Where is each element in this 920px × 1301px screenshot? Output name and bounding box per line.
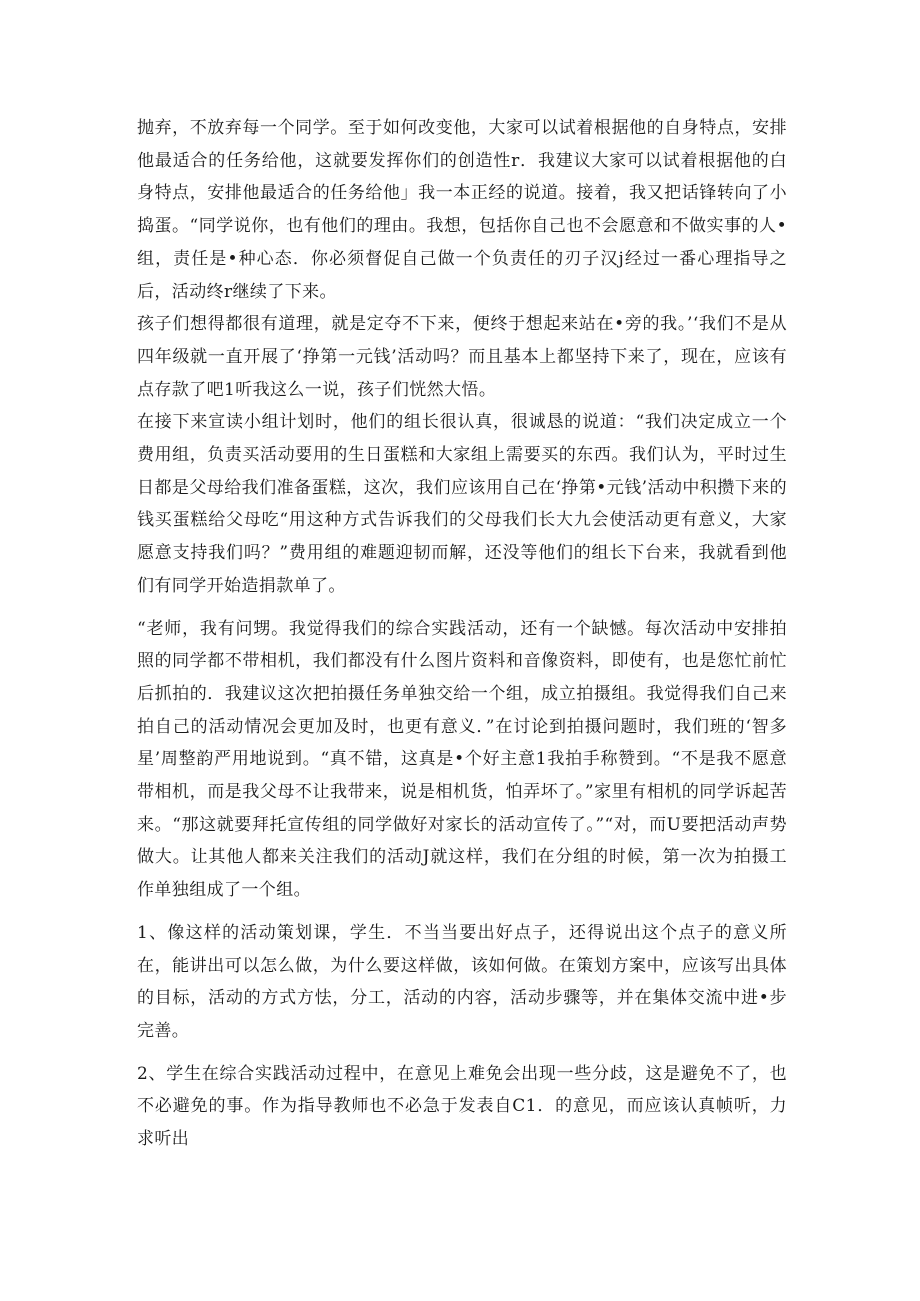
paragraph-1: 抛弃，不放弃每一个同学。至于如何改变他，大家可以试着根据他的自身特点，安排他最适合的任务给他，这就要发挥你们的创造性r．我建议大家可以试着根据他的白身特点，安排他最适合的任务给他」我一本正经的说道。接着，我又把话锋转向了小捣蛋。“同学说你，也有他们的理由。我想，包括你自己也不会愿意和不做实事的人•组，责任是•种心态．你必须督促自己做一个负责任的刃子汉j经过一番心理指导之后，活动终r继续了下来。 — [137, 118, 787, 302]
paragraph-3: 在接下来宣读小组计划时，他们的组长很认真，很诚恳的说道：“我们决定成立一个费用组，负责买活动要用的生日蛋糕和大家组上需要买的东西。我们认为，平时过生日都是父母给我们准备蛋糕，这次，我们应该用自己在‘挣第•元钱’活动中积攒下来的钱买蛋糕给父母吃“用这种方式告诉我们的父母我们长大九会使活动更有意义，大家愿意支持我们吗？”费用组的难题迎韧而解，还没等他们的组长下台来，我就看到他们有同学开始造捐款单了。 — [137, 412, 787, 596]
paragraph-2: 孩子们想得都很有道理，就是定夺不下来，便终于想起来站在•旁的我。’‘我们不是从四年级就一直开展了‘挣第一元钱’活动吗？而且基本上都坚持下来了，现在，应该有点存款了吧1听我这么一说，孩子们恍然大悟。 — [137, 314, 787, 400]
paragraph-4: “老师，我有问甥。我觉得我们的综合实践活动，还有一个缺憾。每次活动中安排拍照的同学都不带相机，我们都没有什么图片资料和音像资料，即使有，也是您忙前忙后抓拍的．我建议这次把拍摄任务单独交给一个组，成立拍摄组。我觉得我们自己来拍自己的活动情况会更加及时，也更有意义．”在讨论到拍摄问题时，我们班的‘智多星’周整韵严用地说到。“真不错，这真是•个好主意1我拍手称赞到。“不是我不愿意带相机，而是我父母不让我带来，说是相机货，怕弄坏了。”家里有相机的同学诉起苦来。“那这就要拜托宣传组的同学做好对家长的活动宣传了。”“对，而U要把活动声势做大。让其他人都来关注我们的活动J就这样，我们在分组的时候，第一次为拍摄工作单独组成了一个组。 — [137, 618, 787, 901]
document-body — [137, 112, 787, 1156]
list-item-2: 2、学生在综合实践活动过程中，在意见上难免会出现一些分歧，这是避免不了，也不必避免的事。作为指导教师也不必急于发表自C1．的意见，而应该认真帧听，力求听出 — [137, 1063, 787, 1150]
list-item-1: 1、像这样的活动策划课，学生．不当当要出好点子，还得说出这个点子的意义所在，能讲出可以怎么做，为什么要这样做，该如何做。在策划方案中，应该写出具体的目标，活动的方式方怯，分工，活动的内容，活动步骤等，并在集体交流中进•步完善。 — [137, 922, 787, 1041]
